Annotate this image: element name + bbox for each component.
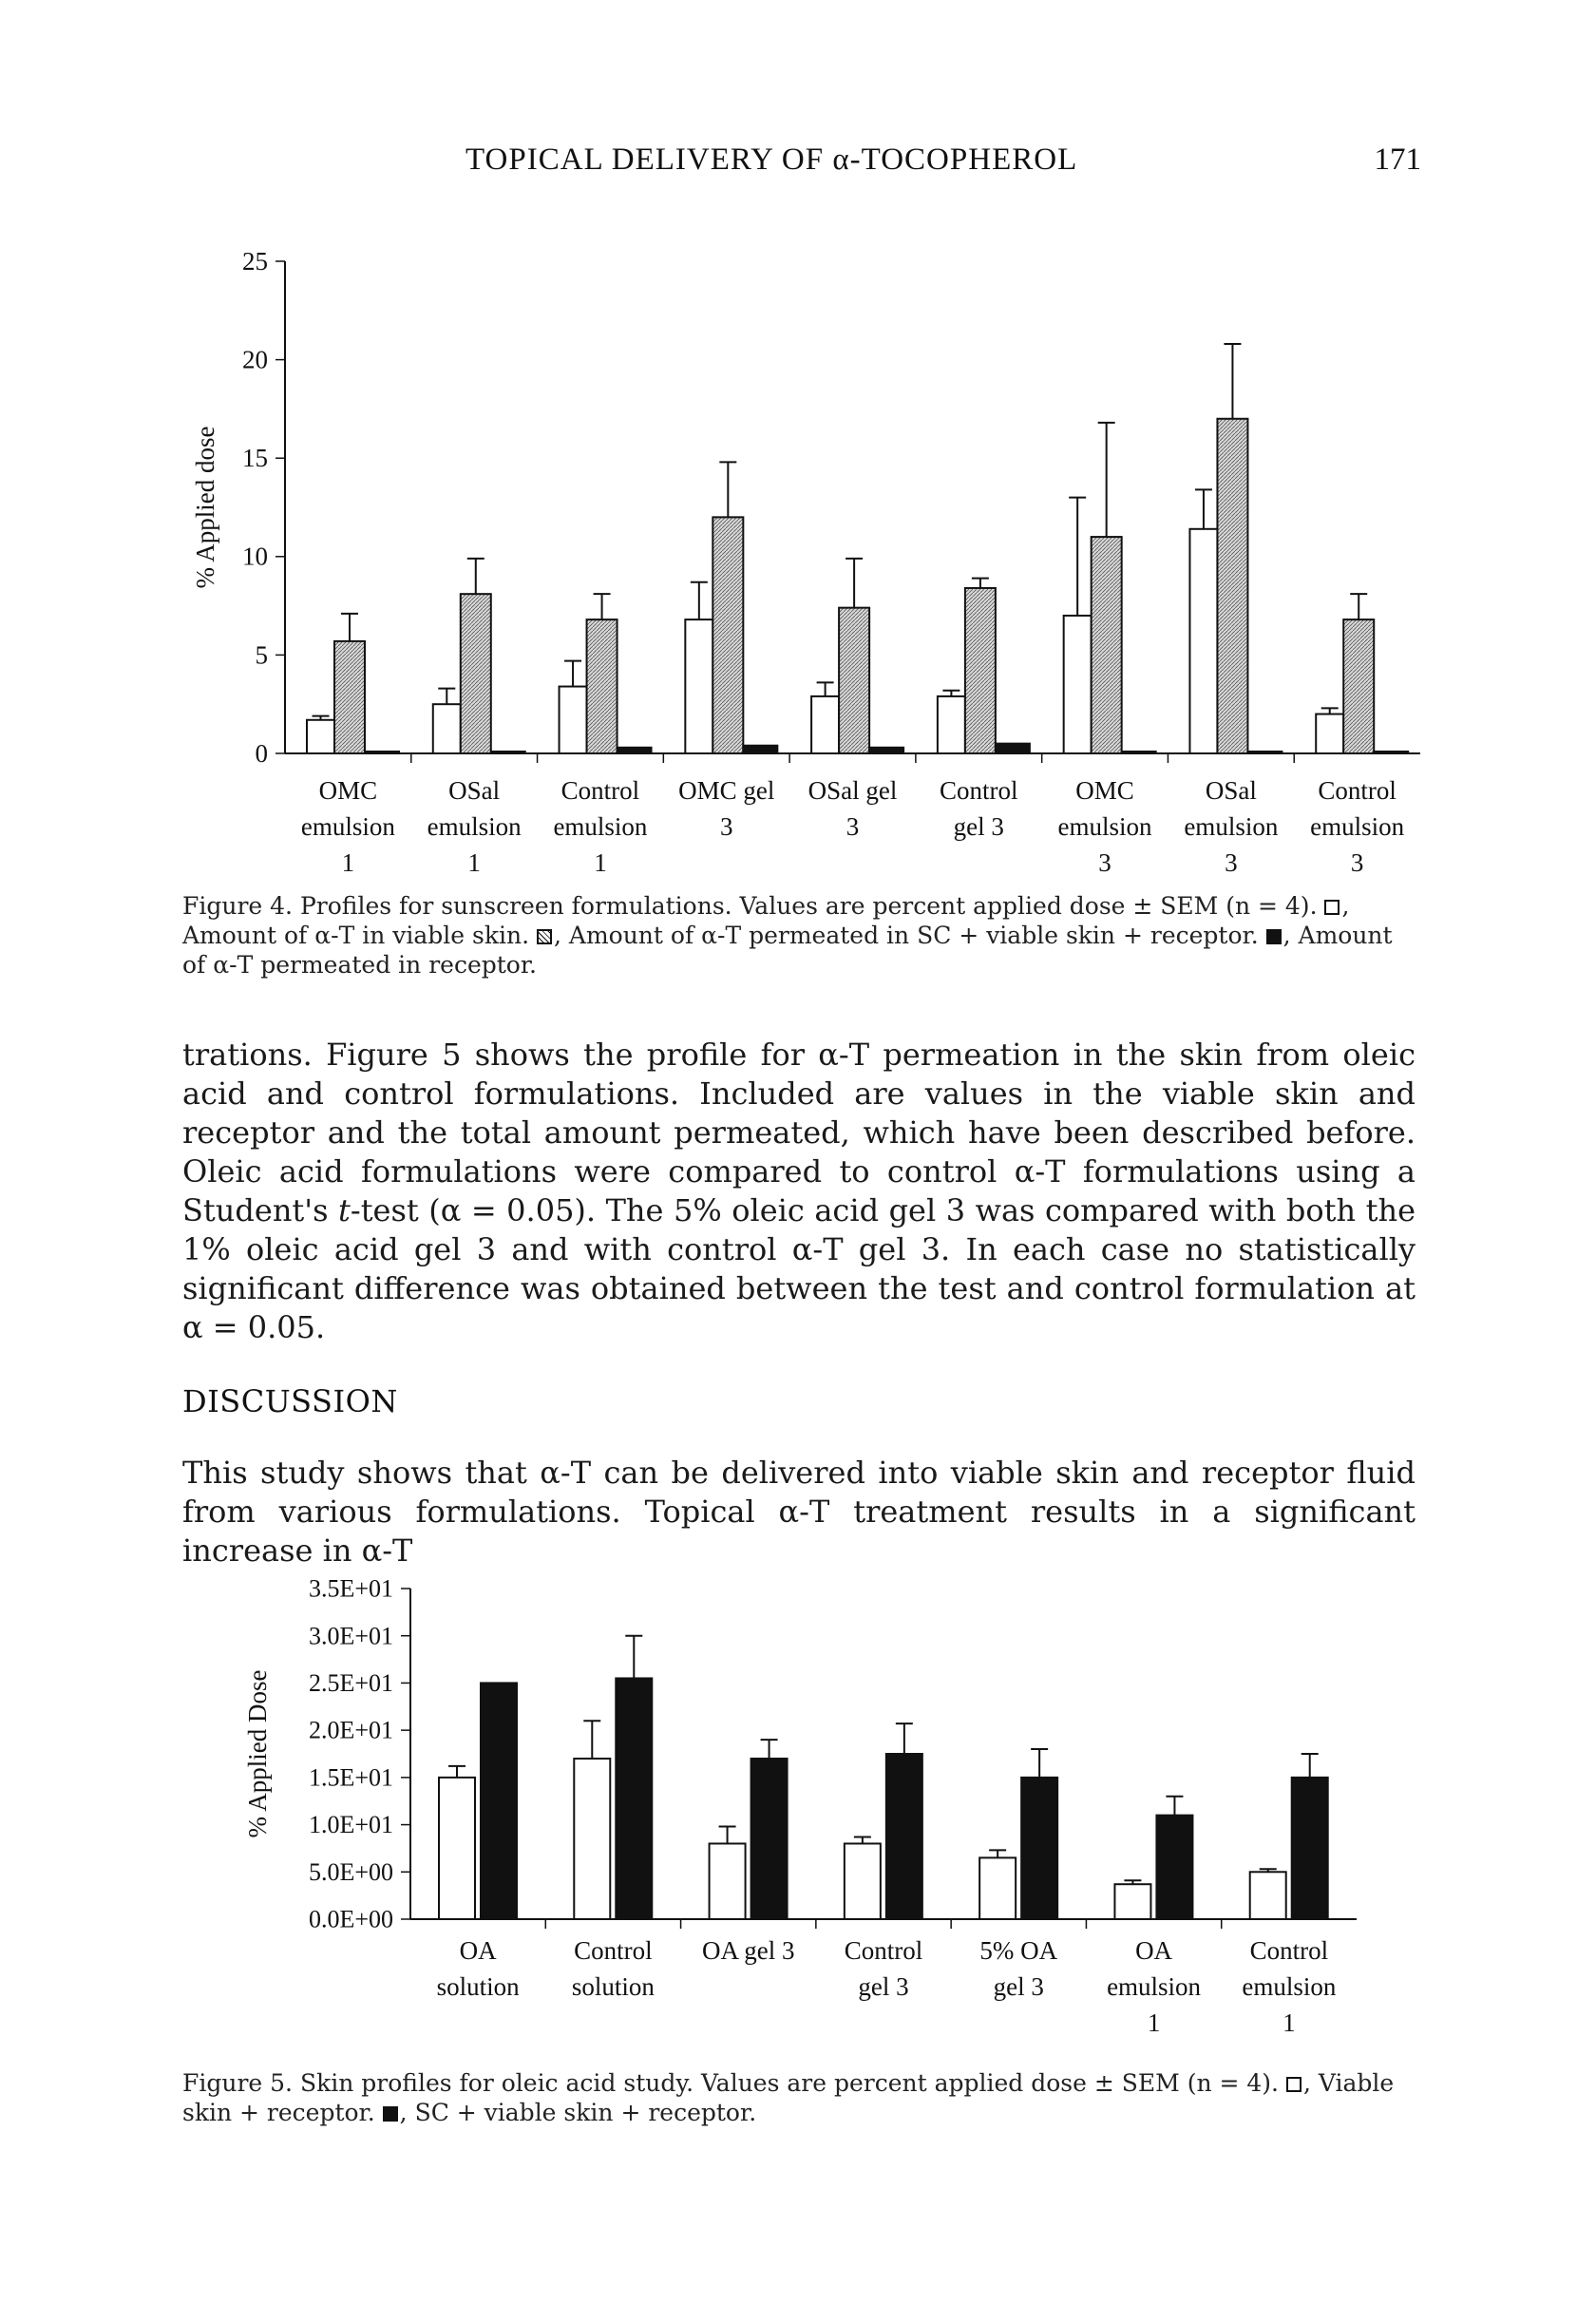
legend-solid-square-icon [1266, 929, 1282, 944]
figure-4-caption-lead: Profiles for sunscreen formulations. Values are percent applied dose ± SEM (n = 4). [299, 892, 1318, 920]
bar-solid [1292, 1778, 1328, 1919]
figure-5-caption [182, 2068, 1416, 2127]
bar-hatched [839, 608, 869, 753]
bar-open [710, 1843, 746, 1919]
category-label: emulsion [553, 812, 648, 841]
figure-4-caption-solid: , Amount of α-T permeated in receptor. [182, 922, 1393, 979]
para1-t-italic: t [338, 1192, 351, 1228]
bar-solid [616, 1678, 652, 1919]
bar-solid [1021, 1778, 1057, 1919]
figure-4-caption-hatch: , Amount of α-T permeated in SC + viable skin + receptor. [554, 922, 1259, 949]
bar-solid [1122, 752, 1156, 753]
category-label: 1 [1282, 2008, 1296, 2037]
category-label: gel 3 [858, 1972, 909, 2001]
category-label: OA [1135, 1936, 1173, 1965]
bar-open [979, 1857, 1016, 1919]
y-tick-label: 3.0E+01 [308, 1622, 393, 1650]
category-label: emulsion [427, 812, 522, 841]
bar-open [1316, 714, 1343, 753]
y-axis-label: % Applied Dose [243, 1669, 272, 1838]
bar-hatched [334, 641, 365, 753]
bar-solid [743, 746, 777, 753]
y-tick-label: 1.5E+01 [308, 1763, 393, 1792]
figure-4-caption [182, 891, 1416, 980]
bar-open [938, 696, 965, 753]
category-label: Control [560, 776, 640, 805]
bar-open [439, 1778, 475, 1919]
category-label: gel 3 [993, 1972, 1044, 2001]
y-tick-label: 5 [255, 640, 268, 670]
figure-5-caption-lead: Skin profiles for oleic acid study. Values are percent applied dose ± SEM (n = 4). [299, 2069, 1279, 2097]
category-label: Control [574, 1936, 653, 1965]
y-tick-label: 5.0E+00 [308, 1857, 393, 1886]
category-label: 3 [846, 812, 860, 841]
category-label: OSal gel [808, 776, 898, 805]
bar-solid [751, 1759, 788, 1919]
bar-solid [1374, 752, 1408, 753]
bar-solid [365, 752, 399, 753]
bar-open [1064, 616, 1092, 753]
figure-5-label: Figure 5. [182, 2069, 293, 2097]
figure-4-label: Figure 4. [182, 892, 293, 920]
y-tick-label: 0 [255, 738, 268, 768]
category-label: 3 [1098, 848, 1112, 877]
bar-solid [886, 1754, 922, 1919]
legend-hatched-square-icon [537, 929, 552, 944]
category-label: OSal [1205, 776, 1257, 805]
category-label: 5% OA [979, 1936, 1058, 1965]
figure-5-caption-open: , Viable skin + receptor. [182, 2069, 1395, 2126]
bar-open [1250, 1872, 1286, 1919]
bar-hatched [1343, 619, 1374, 753]
category-label: solution [436, 1972, 520, 2001]
category-label: Control [1249, 1936, 1329, 1965]
y-tick-label: 10 [242, 542, 268, 571]
category-label: 3 [1350, 848, 1364, 877]
category-label: emulsion [300, 812, 395, 841]
category-label: emulsion [1107, 1972, 1202, 2001]
bar-open [560, 687, 587, 753]
running-title: TOPICAL DELIVERY OF α-TOCOPHEROL [466, 143, 1078, 177]
bar-solid [869, 748, 903, 753]
bar-hatched [461, 594, 491, 753]
legend-open-square-icon [1286, 2077, 1302, 2092]
para1-text-b: -test (α = 0.05). The 5% oleic acid gel 3 was compared with both the 1% oleic acid gel 3 and with control α-T gel 3. In each case no statistically significant difference was obtained between the test and control formulation at α = 0.05. [182, 1192, 1416, 1345]
bar-hatched [965, 588, 996, 753]
bar-hatched [1217, 419, 1247, 753]
category-label: OA [459, 1936, 497, 1965]
category-label: 1 [594, 848, 607, 877]
category-label: OSal [448, 776, 501, 805]
category-label: emulsion [1057, 812, 1152, 841]
bar-hatched [712, 517, 743, 753]
bar-solid [491, 752, 525, 753]
bar-solid [1156, 1816, 1192, 1919]
category-label: emulsion [1310, 812, 1405, 841]
body-paragraph-1 [182, 1036, 1416, 1347]
legend-open-square-icon [1324, 900, 1340, 915]
y-axis-label: % Applied dose [191, 426, 219, 589]
category-label: Control [940, 776, 1018, 805]
bar-open [685, 619, 712, 753]
page-number: 171 [1374, 143, 1421, 177]
category-label: OMC gel [678, 776, 775, 805]
y-tick-label: 3.5E+01 [308, 1574, 393, 1603]
bar-open [1189, 529, 1217, 753]
figure-4-chart [0, 228, 1596, 884]
y-tick-label: 20 [242, 345, 268, 374]
bar-open [433, 704, 461, 753]
category-label: solution [571, 1972, 655, 2001]
figure-5-chart [0, 1572, 1596, 2066]
discussion-heading: DISCUSSION [182, 1383, 398, 1419]
category-label: gel 3 [953, 812, 1004, 841]
category-label: OMC [1075, 776, 1134, 805]
y-tick-label: 1.0E+01 [308, 1811, 393, 1839]
bar-hatched [587, 619, 618, 753]
bar-hatched [1092, 537, 1122, 753]
bar-solid [618, 748, 652, 753]
figure-5-caption-solid: , SC + viable skin + receptor. [399, 2099, 757, 2126]
y-tick-label: 15 [242, 444, 268, 473]
bar-solid [1247, 752, 1282, 753]
legend-solid-square-icon [383, 2106, 398, 2122]
category-label: 1 [341, 848, 355, 877]
bar-open [811, 696, 839, 753]
y-tick-label: 2.0E+01 [308, 1716, 393, 1744]
category-label: 3 [719, 812, 733, 841]
category-label: OMC [318, 776, 378, 805]
bar-open [1114, 1884, 1150, 1919]
body-paragraph-2: This study shows that α-T can be delivered into viable skin and receptor fluid from various formulations. Topical α-T treatment results in a significant increase in α-T [182, 1455, 1416, 1569]
bar-open [574, 1759, 610, 1919]
category-label: OA gel 3 [701, 1936, 795, 1965]
y-tick-label: 0.0E+00 [308, 1905, 393, 1933]
category-label: emulsion [1184, 812, 1279, 841]
para1-text-a: trations. Figure 5 shows the profile for α-T permeation in the skin from oleic acid and control formulations. Included are values in the viable skin and receptor and the total amount permeated, which have been described before. Oleic acid formulations were compared to control α-T formulations using a Student's [182, 1037, 1416, 1228]
bar-open [845, 1843, 881, 1919]
bar-solid [996, 744, 1030, 753]
bar-solid [481, 1683, 517, 1919]
bar-open [307, 720, 334, 753]
category-label: emulsion [1242, 1972, 1337, 2001]
category-label: 3 [1225, 848, 1238, 877]
figure-4-caption-open: , Amount of α-T in viable skin. [182, 892, 1350, 949]
y-tick-label: 2.5E+01 [308, 1669, 393, 1698]
category-label: 1 [1147, 2008, 1161, 2037]
y-tick-label: 25 [242, 246, 268, 276]
category-label: 1 [467, 848, 481, 877]
category-label: Control [844, 1936, 923, 1965]
category-label: Control [1318, 776, 1396, 805]
